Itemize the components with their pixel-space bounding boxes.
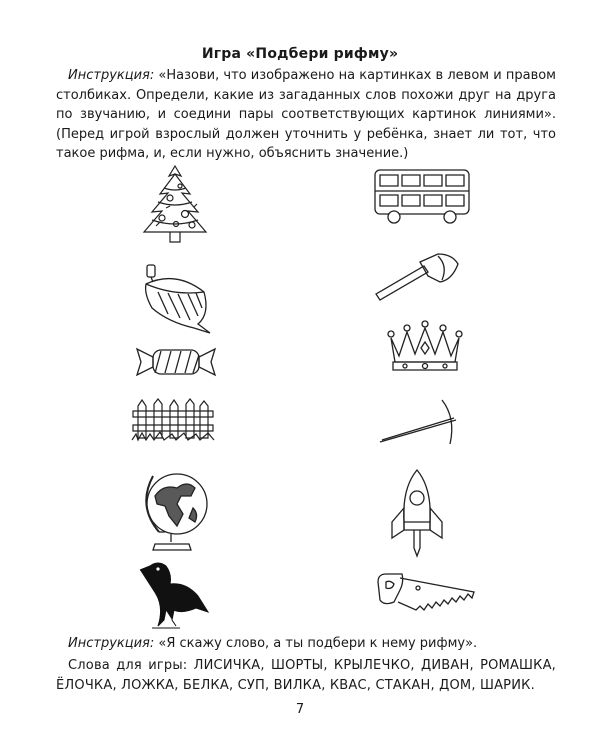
- crown-icon: [385, 320, 465, 374]
- fence-icon: [130, 398, 216, 444]
- instruction2-paragraph: [56, 634, 556, 654]
- instruction-paragraph: [56, 66, 556, 164]
- instruction2-label: Инструкция:: [68, 636, 155, 651]
- candy-icon: [133, 343, 219, 381]
- spinning-top-icon: [138, 262, 216, 336]
- instruction-text: «Назови, что изображено на картинках в левом и правом столбиках. Определи, какие из загаданных слов похожи друг на друга по звучанию, и соедини пары соответствующих картинок линиями». (Перед игрой взрослый должен уточнить у ребёнка, знает ли тот, что такое рифма, и, если нужно, объяснить значение.): [56, 68, 556, 161]
- bus-icon: [372, 167, 472, 225]
- page-number: 7: [295, 702, 305, 717]
- globe-icon: [133, 466, 215, 552]
- instruction-label: Инструкция:: [68, 68, 155, 83]
- words-paragraph: [56, 656, 556, 695]
- saw-icon: [374, 572, 478, 614]
- page-title: Игра «Подбери рифму»: [201, 46, 399, 62]
- needle-icon: [376, 398, 460, 448]
- words-label: Слова для игры:: [68, 658, 188, 673]
- crow-icon: [136, 560, 216, 632]
- words-list: ЛИСИЧКА, ШОРТЫ, КРЫЛЕЧКО, ДИВАН, РОМАШКА, ЁЛОЧКА, ЛОЖКА, БЕЛКА, СУП, ВИЛКА, КВАС, СТАКАН, ДОМ, ШАРИК.: [56, 658, 557, 693]
- rocket-icon: [386, 468, 448, 558]
- christmas-tree-icon: [130, 162, 220, 246]
- axe-icon: [372, 252, 460, 302]
- instruction2-text: «Я скажу слово, а ты подбери к нему рифму».: [158, 636, 478, 651]
